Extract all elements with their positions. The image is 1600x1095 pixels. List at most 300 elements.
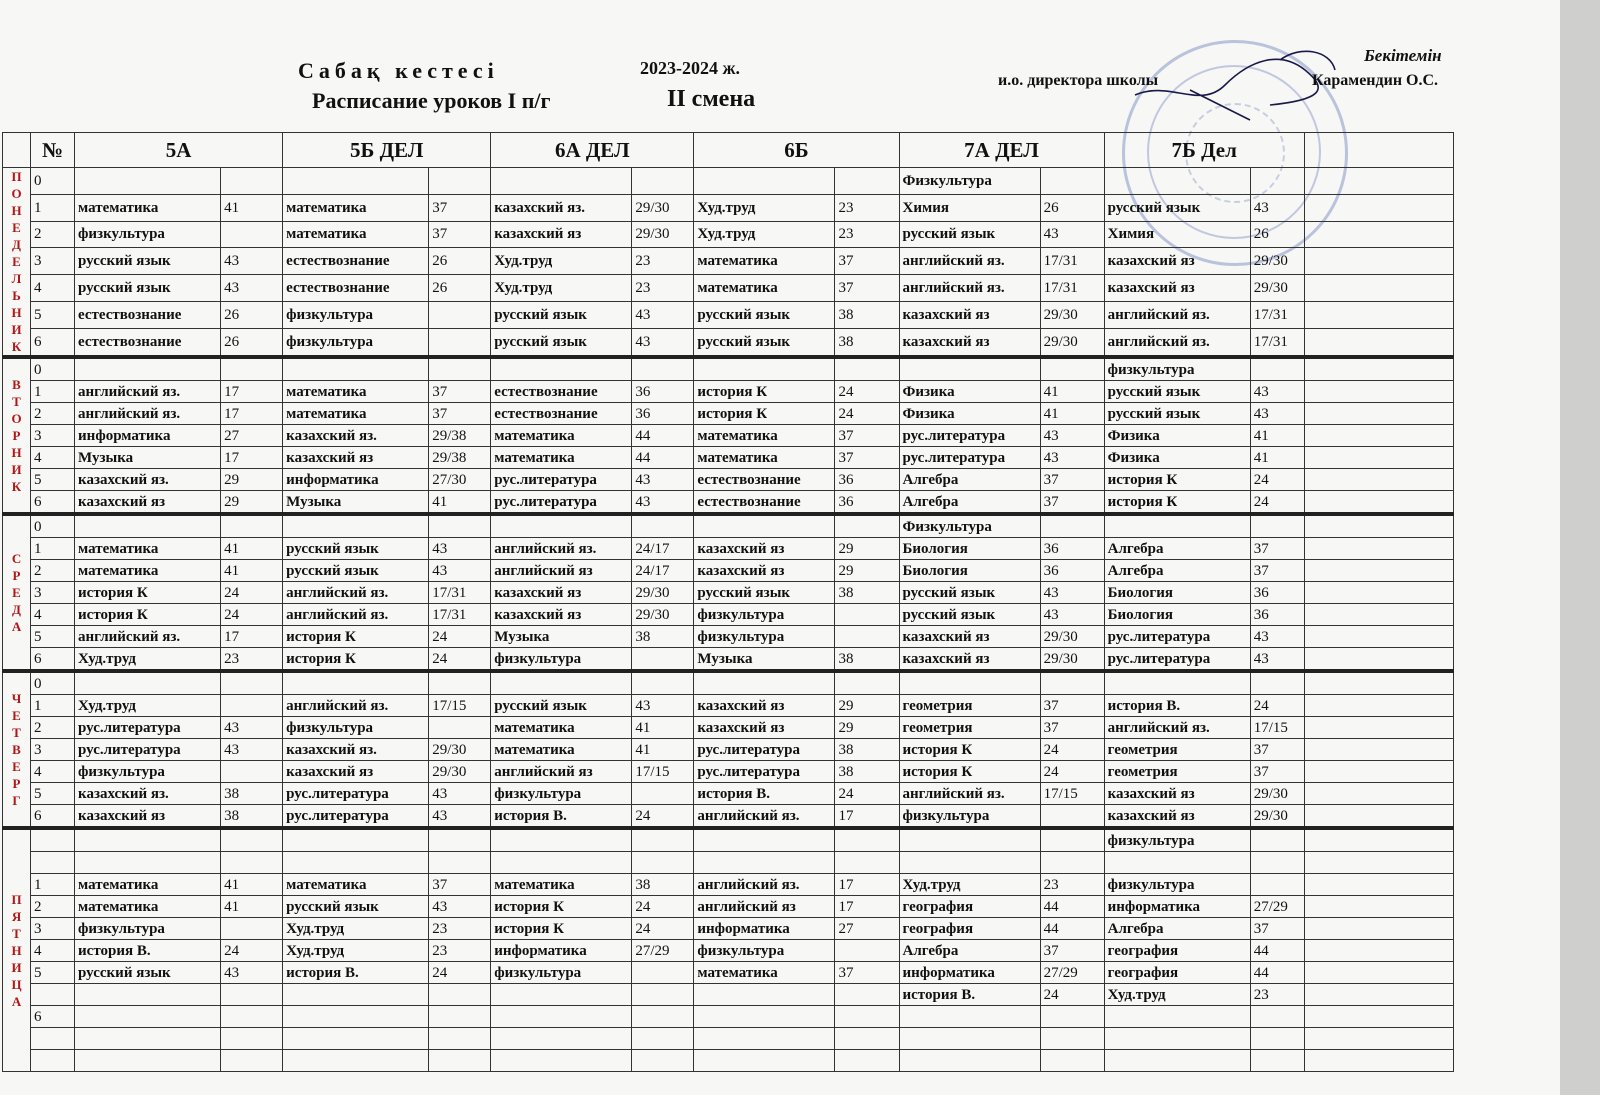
lesson-number: 4 bbox=[31, 447, 75, 469]
schedule-row bbox=[3, 648, 1550, 672]
day-label: В Т О Р Н И К bbox=[3, 357, 31, 514]
director-role: и.о. директора школы bbox=[998, 72, 1159, 89]
lesson-number: 5 bbox=[31, 301, 75, 328]
subject-cell: Худ.труд bbox=[491, 275, 632, 302]
room-cell: 27/29 bbox=[1250, 896, 1304, 918]
subject-cell: Биология bbox=[899, 560, 1040, 582]
schedule-row bbox=[3, 560, 1550, 582]
subject-cell: рус.литература bbox=[491, 469, 632, 491]
room-cell bbox=[221, 852, 283, 874]
subject-cell bbox=[283, 828, 429, 852]
lesson-number: 2 bbox=[31, 560, 75, 582]
room-cell: 41 bbox=[221, 538, 283, 560]
subject-cell: Физика bbox=[1104, 447, 1250, 469]
subject-cell: геометрия bbox=[899, 695, 1040, 717]
room-cell: 43 bbox=[221, 248, 283, 275]
room-cell: 43 bbox=[221, 275, 283, 302]
room-cell: 17/31 bbox=[1250, 301, 1304, 328]
subject-cell: русский язык bbox=[283, 538, 429, 560]
room-cell bbox=[632, 1006, 694, 1028]
subject-cell: математика bbox=[491, 739, 632, 761]
subject-cell: Физкультура bbox=[899, 168, 1040, 195]
lesson-number: 0 bbox=[31, 357, 75, 381]
subject-cell: геометрия bbox=[1104, 761, 1250, 783]
room-cell: 17/15 bbox=[1250, 717, 1304, 739]
room-cell: 36 bbox=[632, 403, 694, 425]
subject-cell: казахский яз bbox=[1104, 275, 1250, 302]
room-cell: 24/17 bbox=[632, 538, 694, 560]
subject-cell: математика bbox=[491, 447, 632, 469]
room-cell bbox=[835, 671, 899, 695]
subject-cell: казахский яз bbox=[283, 447, 429, 469]
subject-cell bbox=[283, 671, 429, 695]
subject-cell: информатика bbox=[1104, 896, 1250, 918]
room-cell bbox=[1040, 805, 1104, 829]
room-cell: 37 bbox=[1250, 538, 1304, 560]
room-cell: 43 bbox=[429, 896, 491, 918]
subject-cell: казахский яз bbox=[899, 648, 1040, 672]
room-cell: 41 bbox=[1250, 425, 1304, 447]
title-shift: II смена bbox=[667, 86, 756, 112]
title-year: 2023-2024 ж. bbox=[640, 58, 741, 78]
subject-cell: естествознание bbox=[694, 469, 835, 491]
schedule-row bbox=[3, 962, 1550, 984]
room-cell bbox=[632, 648, 694, 672]
subject-cell bbox=[1104, 1050, 1250, 1072]
subject-cell: математика bbox=[283, 403, 429, 425]
extra-cell bbox=[1304, 357, 1453, 381]
room-cell: 38 bbox=[632, 626, 694, 648]
room-cell bbox=[835, 1028, 899, 1050]
subject-cell bbox=[694, 671, 835, 695]
room-cell: 26 bbox=[221, 328, 283, 357]
subject-cell: математика bbox=[283, 874, 429, 896]
subject-cell: казахский яз bbox=[694, 560, 835, 582]
room-cell: 43 bbox=[1250, 381, 1304, 403]
subject-cell: рус.литература bbox=[1104, 648, 1250, 672]
room-cell: 29 bbox=[835, 538, 899, 560]
room-cell: 43 bbox=[1250, 403, 1304, 425]
schedule-row bbox=[3, 357, 1550, 381]
subject-cell bbox=[283, 984, 429, 1006]
room-cell bbox=[429, 671, 491, 695]
subject-cell: физкультура bbox=[491, 648, 632, 672]
subject-cell: Биология bbox=[1104, 604, 1250, 626]
subject-cell: физкультура bbox=[1104, 874, 1250, 896]
subject-cell: естествознание bbox=[75, 328, 221, 357]
room-cell: 29/30 bbox=[1040, 626, 1104, 648]
subject-cell: рус.литература bbox=[283, 805, 429, 829]
room-cell: 17/31 bbox=[1040, 275, 1104, 302]
subject-cell: рус.литература bbox=[491, 491, 632, 515]
lesson-number bbox=[31, 852, 75, 874]
subject-cell: математика bbox=[75, 896, 221, 918]
lesson-number: 5 bbox=[31, 783, 75, 805]
subject-cell: география bbox=[899, 918, 1040, 940]
lesson-number: 3 bbox=[31, 248, 75, 275]
lesson-number: 4 bbox=[31, 940, 75, 962]
room-cell bbox=[221, 168, 283, 195]
room-cell bbox=[632, 168, 694, 195]
room-cell: 29/30 bbox=[632, 604, 694, 626]
room-cell bbox=[221, 984, 283, 1006]
lesson-number: 1 bbox=[31, 695, 75, 717]
extra-cell bbox=[1304, 761, 1453, 783]
subject-cell: рус.литература bbox=[694, 761, 835, 783]
room-cell: 26 bbox=[221, 301, 283, 328]
room-cell bbox=[221, 1050, 283, 1072]
room-cell bbox=[429, 1028, 491, 1050]
extra-cell bbox=[1304, 301, 1453, 328]
subject-cell: география bbox=[899, 896, 1040, 918]
subject-cell bbox=[75, 168, 221, 195]
room-cell: 41 bbox=[632, 717, 694, 739]
subject-cell bbox=[491, 852, 632, 874]
subject-cell: математика bbox=[75, 560, 221, 582]
room-cell: 24 bbox=[632, 896, 694, 918]
subject-cell: казахский яз bbox=[75, 491, 221, 515]
schedule-row bbox=[3, 896, 1550, 918]
subject-cell: физкультура bbox=[283, 301, 429, 328]
subject-cell bbox=[899, 1028, 1040, 1050]
room-cell bbox=[835, 940, 899, 962]
room-cell: 43 bbox=[1250, 194, 1304, 221]
subject-cell: Алгебра bbox=[1104, 918, 1250, 940]
subject-cell: английский яз bbox=[491, 761, 632, 783]
room-cell: 41 bbox=[1250, 447, 1304, 469]
room-cell: 43 bbox=[632, 328, 694, 357]
room-cell bbox=[221, 221, 283, 248]
room-cell: 27/29 bbox=[632, 940, 694, 962]
room-cell bbox=[632, 514, 694, 538]
subject-cell: английский яз. bbox=[75, 626, 221, 648]
subject-cell: физкультура bbox=[75, 221, 221, 248]
subject-cell: казахский яз. bbox=[283, 425, 429, 447]
subject-cell: русский язык bbox=[1104, 403, 1250, 425]
schedule-row bbox=[3, 194, 1550, 221]
schedule-row bbox=[3, 761, 1550, 783]
extra-cell bbox=[1304, 491, 1453, 515]
room-cell: 43 bbox=[429, 783, 491, 805]
room-cell: 37 bbox=[835, 447, 899, 469]
room-cell bbox=[429, 1050, 491, 1072]
subject-cell bbox=[1104, 1006, 1250, 1028]
subject-cell: физкультура bbox=[283, 717, 429, 739]
room-cell: 17/15 bbox=[632, 761, 694, 783]
room-cell: 29/30 bbox=[632, 221, 694, 248]
subject-cell: информатика bbox=[694, 918, 835, 940]
subject-cell: рус.литература bbox=[899, 425, 1040, 447]
subject-cell: рус.литература bbox=[694, 739, 835, 761]
room-cell: 23 bbox=[221, 648, 283, 672]
subject-cell: информатика bbox=[75, 425, 221, 447]
subject-cell: русский язык bbox=[75, 248, 221, 275]
lesson-number: 6 bbox=[31, 491, 75, 515]
room-cell bbox=[1250, 1028, 1304, 1050]
room-cell bbox=[1040, 671, 1104, 695]
room-cell bbox=[1250, 357, 1304, 381]
subject-cell: информатика bbox=[899, 962, 1040, 984]
room-cell bbox=[221, 1006, 283, 1028]
room-cell: 23 bbox=[632, 248, 694, 275]
room-cell: 26 bbox=[429, 275, 491, 302]
room-cell: 36 bbox=[632, 381, 694, 403]
subject-cell: английский яз. bbox=[75, 403, 221, 425]
subject-cell bbox=[283, 357, 429, 381]
subject-cell: русский язык bbox=[283, 896, 429, 918]
lesson-number: 3 bbox=[31, 918, 75, 940]
room-cell bbox=[1040, 1050, 1104, 1072]
subject-cell: информатика bbox=[283, 469, 429, 491]
room-cell bbox=[1250, 168, 1304, 195]
subject-cell: английский яз. bbox=[1104, 717, 1250, 739]
subject-cell: информатика bbox=[491, 940, 632, 962]
subject-cell: физкультура bbox=[694, 940, 835, 962]
room-cell: 37 bbox=[429, 221, 491, 248]
room-cell: 17/15 bbox=[1040, 783, 1104, 805]
subject-cell bbox=[283, 1028, 429, 1050]
room-cell: 17 bbox=[835, 896, 899, 918]
room-cell bbox=[632, 828, 694, 852]
subject-cell: история К bbox=[491, 918, 632, 940]
class-header-5a: 5А bbox=[75, 133, 283, 168]
subject-cell: география bbox=[1104, 962, 1250, 984]
schedule-row bbox=[3, 491, 1550, 515]
room-cell bbox=[429, 717, 491, 739]
room-cell: 27/29 bbox=[1040, 962, 1104, 984]
subject-cell: казахский яз bbox=[1104, 248, 1250, 275]
room-cell bbox=[221, 695, 283, 717]
extra-cell bbox=[1304, 538, 1453, 560]
subject-cell: история К bbox=[1104, 469, 1250, 491]
schedule-row bbox=[3, 403, 1550, 425]
subject-cell: казахский яз bbox=[75, 805, 221, 829]
extra-cell bbox=[1304, 604, 1453, 626]
subject-cell: Музыка bbox=[491, 626, 632, 648]
room-cell: 29 bbox=[835, 695, 899, 717]
number-column-header: № bbox=[31, 133, 75, 168]
lesson-number: 2 bbox=[31, 221, 75, 248]
subject-cell: рус.литература bbox=[75, 739, 221, 761]
room-cell: 38 bbox=[632, 874, 694, 896]
room-cell bbox=[1040, 514, 1104, 538]
room-cell: 24 bbox=[632, 918, 694, 940]
subject-cell bbox=[491, 1006, 632, 1028]
room-cell: 24 bbox=[221, 940, 283, 962]
schedule-row bbox=[3, 328, 1550, 357]
subject-cell bbox=[283, 1006, 429, 1028]
subject-cell bbox=[75, 671, 221, 695]
subject-cell: Худ.труд bbox=[75, 695, 221, 717]
room-cell: 23 bbox=[429, 940, 491, 962]
room-cell bbox=[429, 301, 491, 328]
room-cell bbox=[221, 828, 283, 852]
room-cell: 41 bbox=[1040, 403, 1104, 425]
room-cell bbox=[632, 852, 694, 874]
room-cell bbox=[1250, 1050, 1304, 1072]
room-cell: 24 bbox=[632, 805, 694, 829]
subject-cell: казахский яз. bbox=[75, 783, 221, 805]
room-cell: 43 bbox=[632, 695, 694, 717]
subject-cell: математика bbox=[491, 717, 632, 739]
subject-cell bbox=[694, 514, 835, 538]
class-header-7a: 7А ДЕЛ bbox=[899, 133, 1104, 168]
extra-cell bbox=[1304, 671, 1453, 695]
lesson-number bbox=[31, 828, 75, 852]
subject-cell: русский язык bbox=[75, 962, 221, 984]
subject-cell: Худ.труд bbox=[491, 248, 632, 275]
lesson-number: 0 bbox=[31, 168, 75, 195]
room-cell: 24 bbox=[221, 604, 283, 626]
room-cell bbox=[1250, 874, 1304, 896]
room-cell: 44 bbox=[1250, 940, 1304, 962]
lesson-number bbox=[31, 1028, 75, 1050]
subject-cell bbox=[899, 828, 1040, 852]
subject-cell: русский язык bbox=[899, 221, 1040, 248]
room-cell bbox=[835, 514, 899, 538]
subject-cell bbox=[75, 828, 221, 852]
room-cell: 43 bbox=[429, 805, 491, 829]
subject-cell: Худ.труд bbox=[75, 648, 221, 672]
room-cell bbox=[632, 962, 694, 984]
room-cell bbox=[221, 761, 283, 783]
subject-cell bbox=[1104, 168, 1250, 195]
lesson-number: 2 bbox=[31, 403, 75, 425]
subject-cell: Музыка bbox=[75, 447, 221, 469]
subject-cell: физкультура bbox=[899, 805, 1040, 829]
room-cell bbox=[429, 1006, 491, 1028]
lesson-number: 6 bbox=[31, 648, 75, 672]
room-cell bbox=[221, 357, 283, 381]
room-cell: 37 bbox=[1250, 739, 1304, 761]
room-cell bbox=[221, 671, 283, 695]
subject-cell: история К bbox=[694, 403, 835, 425]
schedule-row bbox=[3, 604, 1550, 626]
extra-cell bbox=[1304, 648, 1453, 672]
subject-cell bbox=[1104, 671, 1250, 695]
subject-cell bbox=[1104, 514, 1250, 538]
extra-cell bbox=[1304, 852, 1453, 874]
room-cell: 43 bbox=[221, 717, 283, 739]
room-cell: 17/31 bbox=[1250, 328, 1304, 357]
subject-cell: история К bbox=[75, 582, 221, 604]
subject-cell: русский язык bbox=[491, 301, 632, 328]
room-cell: 38 bbox=[835, 582, 899, 604]
room-cell: 37 bbox=[1250, 761, 1304, 783]
room-cell: 24 bbox=[1250, 469, 1304, 491]
subject-cell bbox=[491, 828, 632, 852]
title-kazakh: Сабақ кестесі bbox=[298, 58, 499, 83]
room-cell: 37 bbox=[1040, 695, 1104, 717]
room-cell: 27 bbox=[221, 425, 283, 447]
room-cell bbox=[1040, 168, 1104, 195]
subject-cell: математика bbox=[283, 381, 429, 403]
lesson-number: 5 bbox=[31, 626, 75, 648]
extra-cell bbox=[1304, 168, 1453, 195]
schedule-row bbox=[3, 739, 1550, 761]
subject-cell: английский яз. bbox=[899, 275, 1040, 302]
room-cell: 41 bbox=[221, 194, 283, 221]
room-cell bbox=[429, 828, 491, 852]
room-cell: 41 bbox=[1040, 381, 1104, 403]
room-cell: 37 bbox=[835, 248, 899, 275]
subject-cell: история В. bbox=[75, 940, 221, 962]
subject-cell: естествознание bbox=[491, 381, 632, 403]
day-label: П Я Т Н И Ц А bbox=[3, 828, 31, 1072]
subject-cell: история В. bbox=[899, 984, 1040, 1006]
subject-cell bbox=[491, 984, 632, 1006]
lesson-number: 3 bbox=[31, 739, 75, 761]
subject-cell: Алгебра bbox=[1104, 560, 1250, 582]
room-cell bbox=[1040, 852, 1104, 874]
subject-cell: естествознание bbox=[694, 491, 835, 515]
schedule-row bbox=[3, 1050, 1550, 1072]
schedule-row bbox=[3, 248, 1550, 275]
room-cell: 37 bbox=[835, 962, 899, 984]
room-cell: 27/30 bbox=[429, 469, 491, 491]
subject-cell: математика bbox=[283, 221, 429, 248]
room-cell: 29/30 bbox=[1250, 805, 1304, 829]
subject-cell: казахский яз bbox=[899, 301, 1040, 328]
director-name: Карамендин О.С. bbox=[1312, 72, 1439, 89]
subject-cell: казахский яз. bbox=[75, 469, 221, 491]
room-cell: 37 bbox=[1250, 560, 1304, 582]
subject-cell: казахский яз bbox=[899, 328, 1040, 357]
room-cell bbox=[835, 984, 899, 1006]
subject-cell: математика bbox=[694, 447, 835, 469]
room-cell bbox=[835, 357, 899, 381]
subject-cell: история К bbox=[491, 896, 632, 918]
schedule-row bbox=[3, 984, 1550, 1006]
title-russian: Расписание уроков I п/г bbox=[312, 88, 551, 113]
lesson-number: 1 bbox=[31, 194, 75, 221]
subject-cell: Физика bbox=[1104, 425, 1250, 447]
room-cell: 44 bbox=[1040, 896, 1104, 918]
subject-cell: Физика bbox=[899, 403, 1040, 425]
subject-cell bbox=[694, 828, 835, 852]
room-cell: 29/38 bbox=[429, 447, 491, 469]
schedule-row bbox=[3, 425, 1550, 447]
room-cell bbox=[835, 828, 899, 852]
room-cell: 23 bbox=[1250, 984, 1304, 1006]
lesson-number: 4 bbox=[31, 275, 75, 302]
lesson-number: 1 bbox=[31, 874, 75, 896]
subject-cell: Худ.труд bbox=[694, 221, 835, 248]
room-cell: 17/15 bbox=[429, 695, 491, 717]
room-cell: 26 bbox=[429, 248, 491, 275]
extra-cell bbox=[1304, 248, 1453, 275]
extra-cell bbox=[1304, 403, 1453, 425]
schedule-row bbox=[3, 221, 1550, 248]
subject-cell: русский язык bbox=[1104, 194, 1250, 221]
subject-cell bbox=[694, 984, 835, 1006]
extra-cell bbox=[1304, 1050, 1453, 1072]
schedule-row bbox=[3, 717, 1550, 739]
subject-cell: география bbox=[1104, 940, 1250, 962]
schedule-row bbox=[3, 514, 1550, 538]
subject-cell bbox=[694, 1028, 835, 1050]
extra-cell bbox=[1304, 328, 1453, 357]
schedule-row bbox=[3, 582, 1550, 604]
director-signature bbox=[1130, 40, 1340, 130]
subject-cell: история В. bbox=[694, 783, 835, 805]
subject-cell: история К bbox=[899, 761, 1040, 783]
subject-cell: физкультура bbox=[1104, 828, 1250, 852]
room-cell: 36 bbox=[1250, 604, 1304, 626]
subject-cell: Алгебра bbox=[899, 491, 1040, 515]
subject-cell: русский язык bbox=[491, 695, 632, 717]
extra-cell bbox=[1304, 1006, 1453, 1028]
